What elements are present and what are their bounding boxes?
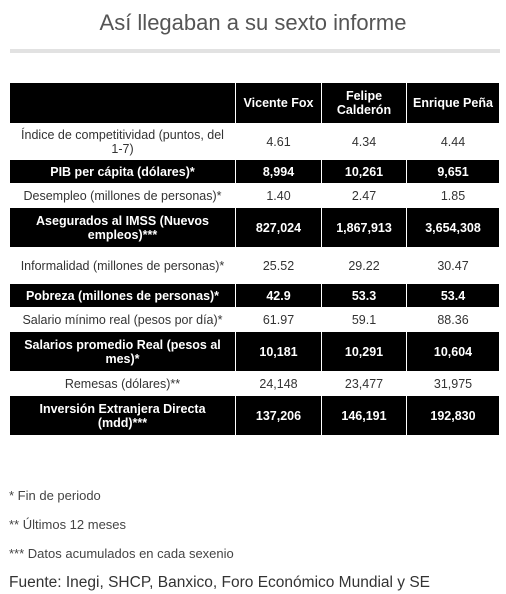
row-label: Pobreza (millones de personas)* bbox=[10, 284, 236, 308]
table-row bbox=[10, 124, 500, 160]
value-cell: 4.61 bbox=[236, 124, 322, 160]
table-row bbox=[10, 248, 500, 284]
value-cell: 827,024 bbox=[236, 208, 322, 248]
value-cell: 1,867,913 bbox=[322, 208, 407, 248]
footnote: *** Datos acumulados en cada sexenio bbox=[9, 546, 234, 561]
value-cell: 53.4 bbox=[407, 284, 500, 308]
value-cell: 53.3 bbox=[322, 284, 407, 308]
table-body bbox=[10, 124, 500, 436]
comparison-table bbox=[9, 82, 500, 436]
value-cell: 30.47 bbox=[407, 248, 500, 284]
table-row bbox=[10, 184, 500, 208]
footnotes bbox=[9, 488, 234, 575]
value-cell: 23,477 bbox=[322, 372, 407, 396]
header-cell-fox: Vicente Fox bbox=[236, 83, 322, 124]
row-label: Inversión Extranjera Directa (mdd)*** bbox=[10, 396, 236, 436]
row-label: Informalidad (millones de personas)* bbox=[10, 248, 236, 284]
value-cell: 1.85 bbox=[407, 184, 500, 208]
row-label: PIB per cápita (dólares)* bbox=[10, 160, 236, 184]
value-cell: 4.34 bbox=[322, 124, 407, 160]
value-cell: 31,975 bbox=[407, 372, 500, 396]
footnote: * Fin de periodo bbox=[9, 488, 101, 503]
source-line: Fuente: Inegi, SHCP, Banxico, Foro Económico Mundial y SE bbox=[9, 574, 431, 591]
value-cell: 59.1 bbox=[322, 308, 407, 332]
header-cell-pena: Enrique Peña bbox=[407, 83, 500, 124]
value-cell: 10,604 bbox=[407, 332, 500, 372]
value-cell: 24,148 bbox=[236, 372, 322, 396]
table-row bbox=[10, 284, 500, 308]
header-cell-indicator bbox=[10, 83, 236, 124]
value-cell: 42.9 bbox=[236, 284, 322, 308]
value-cell: 8,994 bbox=[236, 160, 322, 184]
value-cell: 25.52 bbox=[236, 248, 322, 284]
value-cell: 146,191 bbox=[322, 396, 407, 436]
footnote: ** Últimos 12 meses bbox=[9, 517, 127, 532]
row-label: Asegurados al IMSS (Nuevos empleos)*** bbox=[10, 208, 236, 248]
table-row bbox=[10, 372, 500, 396]
row-label: Índice de competitividad (puntos, del 1-7) bbox=[10, 124, 236, 160]
table-header-row bbox=[10, 83, 500, 124]
row-label: Desempleo (millones de personas)* bbox=[10, 184, 236, 208]
value-cell: 88.36 bbox=[407, 308, 500, 332]
row-label: Remesas (dólares)** bbox=[10, 372, 236, 396]
value-cell: 29.22 bbox=[322, 248, 407, 284]
row-label: Salario mínimo real (pesos por día)* bbox=[10, 308, 236, 332]
value-cell: 1.40 bbox=[236, 184, 322, 208]
table-row bbox=[10, 208, 500, 248]
header-cell-calderon: Felipe Calderón bbox=[322, 83, 407, 124]
value-cell: 10,261 bbox=[322, 160, 407, 184]
table-row bbox=[10, 332, 500, 372]
value-cell: 192,830 bbox=[407, 396, 500, 436]
title-divider bbox=[10, 49, 500, 53]
row-label: Salarios promedio Real (pesos al mes)* bbox=[10, 332, 236, 372]
value-cell: 4.44 bbox=[407, 124, 500, 160]
value-cell: 10,181 bbox=[236, 332, 322, 372]
value-cell: 10,291 bbox=[322, 332, 407, 372]
value-cell: 61.97 bbox=[236, 308, 322, 332]
value-cell: 2.47 bbox=[322, 184, 407, 208]
table-row bbox=[10, 396, 500, 436]
table-row bbox=[10, 308, 500, 332]
value-cell: 3,654,308 bbox=[407, 208, 500, 248]
page-title: Así llegaban a su sexto informe bbox=[99, 10, 407, 35]
table-row bbox=[10, 160, 500, 184]
value-cell: 137,206 bbox=[236, 396, 322, 436]
value-cell: 9,651 bbox=[407, 160, 500, 184]
